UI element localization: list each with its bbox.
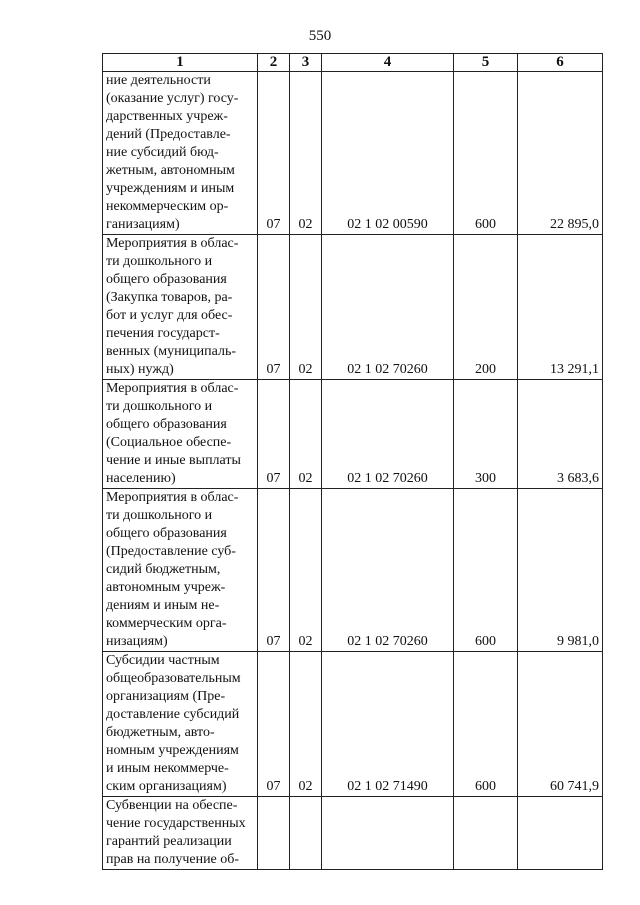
table-row xyxy=(103,235,603,380)
row-section: 07 xyxy=(258,489,290,652)
row-target-code: 02 1 02 70260 xyxy=(322,380,454,489)
page-number: 550 xyxy=(308,28,332,44)
row-description: Субвенции на обеспе- чение государственных гарантий реализации прав на получение об- xyxy=(103,797,258,870)
row-expense-type xyxy=(454,797,518,870)
header-col-5: 5 xyxy=(454,54,518,72)
table-row xyxy=(103,489,603,652)
row-subsection: 02 xyxy=(290,489,322,652)
row-amount xyxy=(518,797,603,870)
row-description: Субсидии частным общеобразовательным организациям (Пре- доставление субсидий бюджетным, авто- номным учреждениям и иным некоммерче- ским организациям) xyxy=(103,652,258,797)
row-subsection: 02 xyxy=(290,380,322,489)
header-col-2: 2 xyxy=(258,54,290,72)
row-amount: 3 683,6 xyxy=(518,380,603,489)
row-description: ние деятельности (оказание услуг) госу- дарственных учреж- дений (Предоставле- ние субсидий бюд- жетным, автономным учреждениям и иным некоммерческим ор- ганизациям) xyxy=(103,72,258,235)
row-amount: 22 895,0 xyxy=(518,72,603,235)
row-subsection xyxy=(290,797,322,870)
table-row xyxy=(103,72,603,235)
table-row xyxy=(103,652,603,797)
row-target-code: 02 1 02 00590 xyxy=(322,72,454,235)
header-row xyxy=(103,54,603,72)
budget-table xyxy=(102,53,603,870)
row-expense-type: 600 xyxy=(454,489,518,652)
row-target-code: 02 1 02 71490 xyxy=(322,652,454,797)
row-description: Мероприятия в облас- ти дошкольного и общего образования (Закупка товаров, ра- бот и услуг для обес- печения государст- венных (муниципаль- ных) нужд) xyxy=(103,235,258,380)
row-target-code: 02 1 02 70260 xyxy=(322,489,454,652)
row-target-code xyxy=(322,797,454,870)
table-row xyxy=(103,380,603,489)
row-description: Мероприятия в облас- ти дошкольного и общего образования (Предоставление суб- сидий бюджетным, автономным учреж- дениям и иным не- коммерческим орга- низациям) xyxy=(103,489,258,652)
header-col-4: 4 xyxy=(322,54,454,72)
row-subsection: 02 xyxy=(290,72,322,235)
row-expense-type: 300 xyxy=(454,380,518,489)
row-amount: 13 291,1 xyxy=(518,235,603,380)
row-section: 07 xyxy=(258,235,290,380)
row-amount: 9 981,0 xyxy=(518,489,603,652)
row-description: Мероприятия в облас- ти дошкольного и общего образования (Социальное обеспе- чение и иные выплаты населению) xyxy=(103,380,258,489)
row-expense-type: 600 xyxy=(454,652,518,797)
row-section: 07 xyxy=(258,72,290,235)
row-expense-type: 600 xyxy=(454,72,518,235)
header-col-6: 6 xyxy=(518,54,603,72)
row-section: 07 xyxy=(258,380,290,489)
row-subsection: 02 xyxy=(290,235,322,380)
row-amount: 60 741,9 xyxy=(518,652,603,797)
row-expense-type: 200 xyxy=(454,235,518,380)
row-target-code: 02 1 02 70260 xyxy=(322,235,454,380)
header-col-3: 3 xyxy=(290,54,322,72)
header-col-1: 1 xyxy=(103,54,258,72)
row-subsection: 02 xyxy=(290,652,322,797)
row-section xyxy=(258,797,290,870)
row-section: 07 xyxy=(258,652,290,797)
table-row xyxy=(103,797,603,870)
